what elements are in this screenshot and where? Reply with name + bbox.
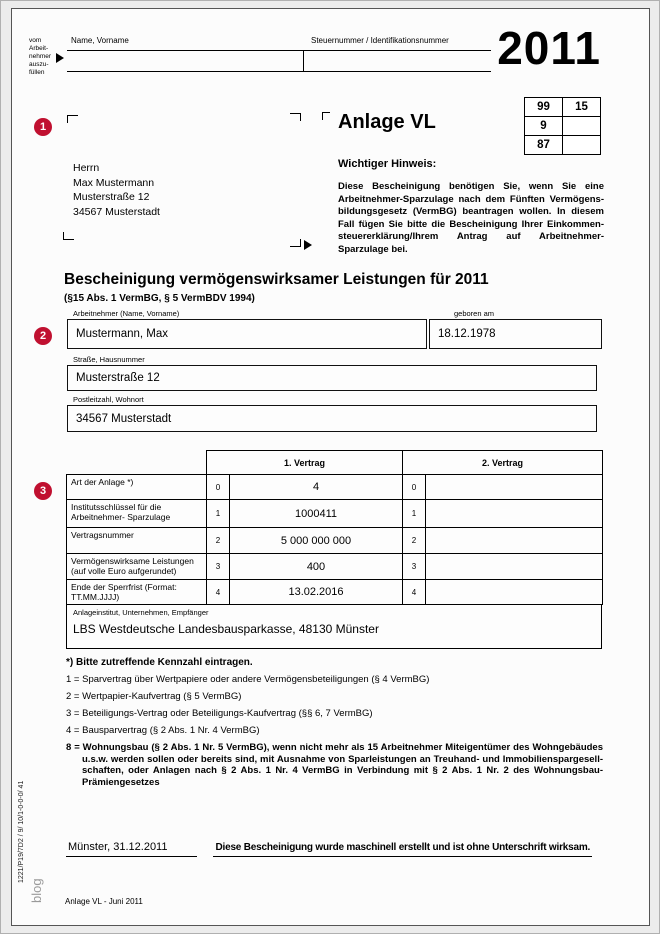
contract2-header: 2. Vertrag (403, 451, 603, 475)
row-label: Institutsschlüssel für die Arbeitnehmer- Sparzulage (67, 500, 207, 528)
contract-row (67, 500, 603, 528)
born-label: geboren am (454, 309, 495, 318)
code-cell: 99 (525, 98, 563, 117)
place-date: Münster, 31.12.2011 (66, 841, 197, 857)
recipient-line: Herrn (73, 162, 100, 174)
footnotes-list (66, 674, 603, 794)
row-label: Vermögenswirksame Leistungen (auf volle Euro aufgerundet) (67, 554, 207, 580)
street-field: Musterstraße 12 (67, 365, 597, 391)
filler-note-line: füllen (29, 69, 45, 76)
print-control-code: 1221/P19/7D2 / 9/ 10/1-0-0-0/ 41 (18, 780, 25, 883)
row-label: Ende der Sperrfrist (Format: TT.MM.JJJJ) (67, 580, 207, 605)
step-marker-2: 2 (34, 327, 52, 345)
contracts-header-spacer (67, 451, 207, 475)
row-index: 4 (207, 580, 230, 605)
code-cell: 87 (525, 136, 563, 155)
row-index: 2 (207, 528, 230, 554)
signature-line (66, 841, 603, 857)
contract2-value (426, 580, 603, 605)
institute-label: Anlageinstitut, Unternehmen, Empfänger (73, 608, 209, 617)
form-year: 2011 (497, 22, 601, 74)
contract-row (67, 580, 603, 605)
city-field: 34567 Musterstadt (67, 405, 597, 432)
row-index: 1 (403, 500, 426, 528)
footnote-item: 2 = Wertpapier-Kaufvertrag (§ 5 VermBG) (66, 691, 242, 702)
footnotes-title: *) Bitte zutreffende Kennzahl eintragen. (66, 657, 253, 668)
filler-note-line: nehmer (29, 53, 52, 60)
row-index: 3 (207, 554, 230, 580)
recipient-line: 34567 Musterstadt (73, 205, 160, 218)
contract1-value: 1000411 (230, 500, 403, 528)
street-label: Straße, Hausnummer (73, 355, 145, 364)
filler-note-line: Arbeit- (29, 45, 49, 52)
contract2-value (426, 500, 603, 528)
row-index: 0 (403, 475, 426, 500)
footnote-item: 4 = Bausparvertrag (§ 2 Abs. 1 Nr. 4 VermBG) (66, 725, 260, 736)
code-cell (563, 136, 601, 155)
step-marker-1: 1 (34, 118, 52, 136)
anlage-title: Anlage VL (338, 111, 436, 133)
notice-body: Diese Bescheinigung benötigen Sie, wenn Sie eine Arbeitnehmer-Sparzulage nach dem Fünften Vermögens-bildungsgesetz (VermBG) beantragen wollen. In diesem Fall fügen Sie bitte die Bescheinigung Ihrer Einkommen-steuererklärung/Ihrem Antrag auf Arbeitnehmer-Sparzulage bei. (338, 181, 604, 255)
contracts-header-row (67, 451, 603, 475)
institute-box (66, 604, 602, 649)
row-label: Art der Anlage *) (67, 475, 207, 500)
contract1-value: 13.02.2016 (230, 580, 403, 605)
corner-mark-top-left (67, 115, 78, 123)
filler-note-line: vom (29, 37, 42, 44)
tax-number-label: Steuernummer / Identifikationsnummer (311, 36, 449, 45)
section-title: Bescheinigung vermögenswirksamer Leistungen für 2011 (64, 271, 489, 288)
footnote-item: 3 = Beteiligungs-Vertrag oder Beteiligungs-Kaufvertrag (§§ 6, 7 VermBG) (66, 708, 373, 719)
notice-title: Wichtiger Hinweis: (338, 158, 437, 170)
born-date-field: 18.12.1978 (429, 319, 602, 349)
machine-statement: Diese Bescheinigung wurde maschinell erstellt und ist ohne Unterschrift wirksam. (213, 842, 592, 857)
row-index: 4 (403, 580, 426, 605)
footnote-item: 8 = Wohnungsbau (§ 2 Abs. 1 Nr. 5 VermBG), wenn nicht mehr als 15 Arbeitnehmer Miteigentümer des Wohngebäudes u.s.w. werden sollen oder bereits sind, mit Ausnahme von Sparleistungen an Treuhand- und Immobilienspargesell-schaften, oder Anlagen nach § 2 Abs. 1 Nr. 4 VermBG in Verbindung mit § 2 Abs. 1 Nr. 2 des Wohnungsbau-Prämiengesetzes (66, 742, 603, 788)
city-label: Postleitzahl, Wohnort (73, 395, 144, 404)
step-marker-3: 3 (34, 482, 52, 500)
institute-value: LBS Westdeutsche Landesbausparkasse, 48130 Münster (73, 622, 379, 636)
contract1-header: 1. Vertrag (207, 451, 403, 475)
contract-row (67, 528, 603, 554)
code-grid (524, 97, 601, 155)
arrow-right-icon (56, 53, 64, 63)
row-index: 1 (207, 500, 230, 528)
name-field-label: Name, Vorname (71, 36, 129, 45)
corner-mark-bottom-left (63, 232, 74, 240)
employee-name-label: Arbeitnehmer (Name, Vorname) (73, 309, 180, 318)
recipient-line: Max Mustermann (73, 176, 155, 189)
code-cell: 15 (563, 98, 601, 117)
corner-mark-top-right (290, 113, 301, 121)
contract2-value (426, 554, 603, 580)
employee-name-field: Mustermann, Max (67, 319, 427, 349)
corner-mark-bottom-right (290, 239, 301, 247)
contract2-value (426, 475, 603, 500)
contracts-table (66, 450, 603, 605)
contract-row (67, 554, 603, 580)
row-label: Vertragsnummer (67, 528, 207, 554)
code-cell (563, 117, 601, 136)
corner-mark-anlage (322, 112, 330, 120)
footnote-item: 1 = Sparvertrag über Wertpapiere oder andere Vermögensbeteiligungen (§ 4 VermBG) (66, 674, 430, 685)
contract1-value: 4 (230, 475, 403, 500)
contract1-value: 400 (230, 554, 403, 580)
field-divider (303, 51, 304, 71)
contract-row (67, 475, 603, 500)
contract1-value: 5 000 000 000 (230, 528, 403, 554)
watermark: blog (29, 878, 44, 903)
row-index: 2 (403, 528, 426, 554)
arrow-right-icon (304, 240, 312, 250)
filler-note-line: auszu- (29, 61, 49, 68)
section-subtitle: (§15 Abs. 1 VermBG, § 5 VermBDV 1994) (64, 293, 255, 304)
form-footer-note: Anlage VL - Juni 2011 (65, 897, 143, 906)
recipient-line: Musterstraße 12 (73, 191, 150, 203)
contract2-value (426, 528, 603, 554)
row-index: 0 (207, 475, 230, 500)
code-grid-row (525, 117, 601, 136)
code-cell: 9 (525, 117, 563, 136)
recipient-address (73, 161, 160, 219)
code-grid-row (525, 136, 601, 155)
header-field-strip (67, 50, 491, 72)
row-index: 3 (403, 554, 426, 580)
code-grid-row (525, 98, 601, 117)
